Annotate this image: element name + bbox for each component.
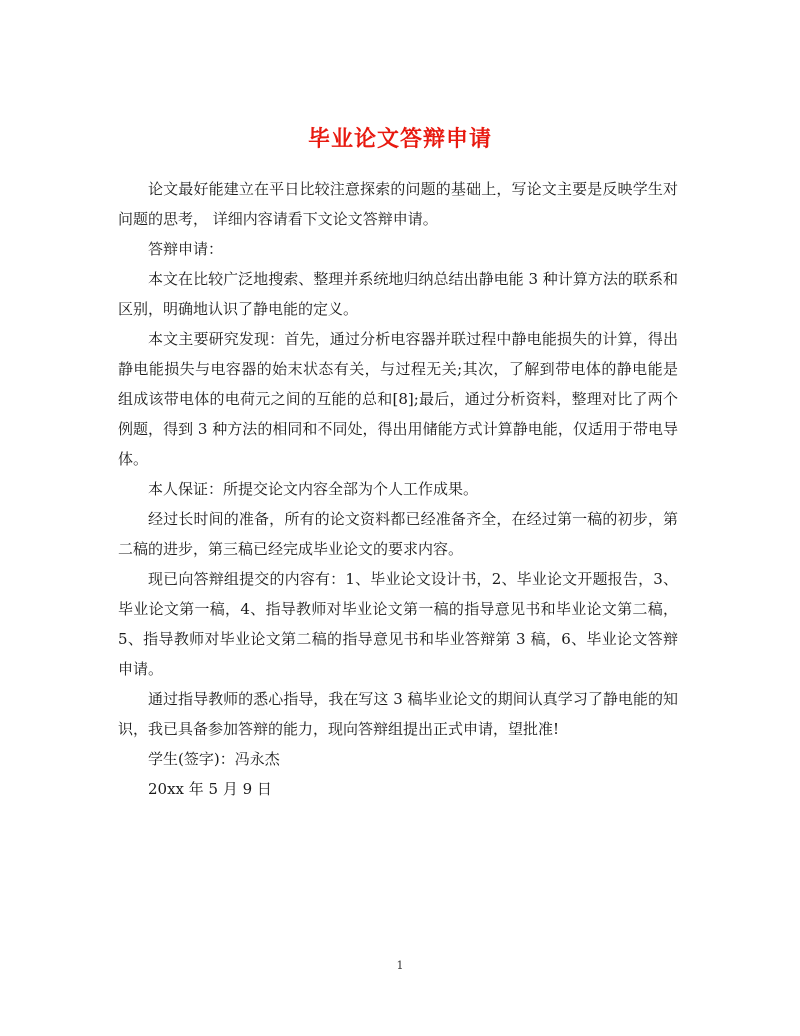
summary-paragraph: 本文在比较广泛地搜索、整理并系统地归纳总结出静电能 3 种计算方法的联系和区别，明确地认识了静电能的定义。: [118, 270, 678, 318]
student-signature: 学生(签字)：冯永杰: [148, 750, 280, 768]
guarantee-paragraph: 本人保证：所提交论文内容全部为个人工作成果。: [148, 480, 479, 498]
preparation-paragraph: 经过长时间的准备，所有的论文资料都已经准备齐全，在经过第一稿的初步，第二稿的进步，第三稿已经完成毕业论文的要求内容。: [118, 510, 678, 558]
document-date: 20xx 年 5 月 9 日: [148, 780, 272, 798]
findings-paragraph: 本文主要研究发现：首先，通过分析电容器并联过程中静电能损失的计算，得出静电能损失与电容器的始末状态有关，与过程无关;其次，了解到带电体的静电能是组成该带电体的电荷元之间的互能的总和[8];最后，通过分析资料，整理对比了两个例题，得到 3 种方法的相同和不同处，得出用储能方式计算静电能，仅适用于带电导体。: [118, 330, 678, 468]
page-number: 1: [396, 959, 404, 972]
application-heading: 答辩申请：: [148, 240, 224, 258]
submission-paragraph: 现已向答辩组提交的内容有：1、毕业论文设计书，2、毕业论文开题报告，3、毕业论文第一稿，4、指导教师对毕业论文第一稿的指导意见书和毕业论文第二稿，5、指导教师对毕业论文第二稿的指导意见书和毕业答辩第 3 稿，6、毕业论文答辩申请。: [118, 570, 678, 678]
document-body: [118, 174, 678, 804]
request-paragraph: 通过指导教师的悉心指导，我在写这 3 稿毕业论文的期间认真学习了静电能的知识，我已具备参加答辩的能力，现向答辩组提出正式申请，望批准!: [118, 690, 678, 738]
document-title: 毕业论文答辩申请: [307, 125, 492, 152]
intro-paragraph: 论文最好能建立在平日比较注意探索的问题的基础上，写论文主要是反映学生对问题的思考， 详细内容请看下文论文答辩申请。: [118, 180, 678, 228]
